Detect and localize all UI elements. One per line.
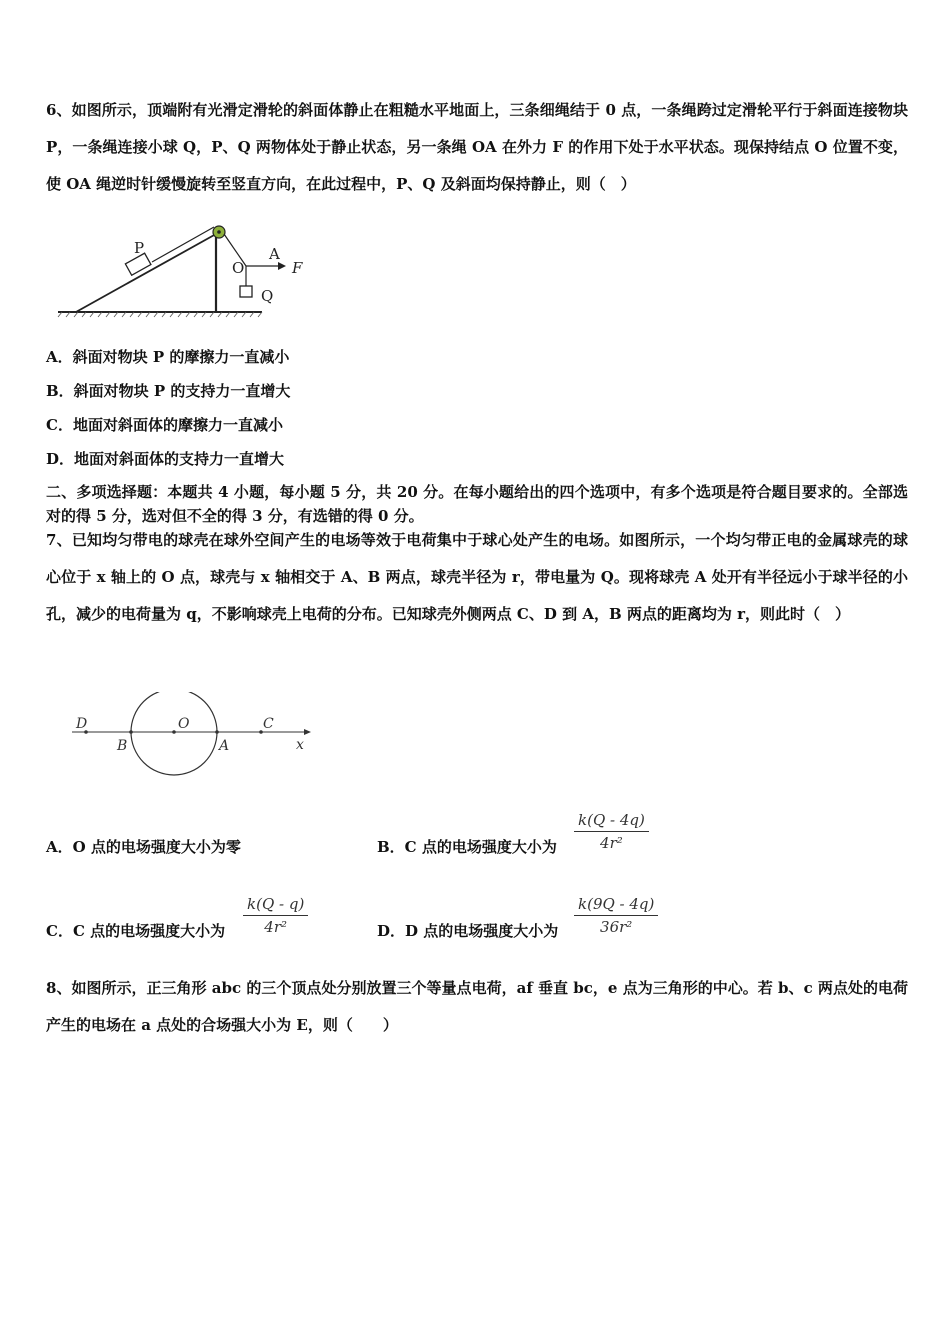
label-x: x xyxy=(296,737,304,753)
q7-option-d-fraction xyxy=(574,895,658,936)
q6-option-a: A．斜面对物块 P 的摩擦力一直减小 xyxy=(46,348,290,366)
rope-p xyxy=(152,227,214,262)
label-c: C xyxy=(263,716,274,732)
fraction-numerator: k(Q - q) xyxy=(243,895,308,916)
section-2-heading: 二、多项选择题：本题共 4 小题，每小题 5 分，共 20 分。在每小题给出的四个选项中，有多个选项是符合题目要求的。全部选对的得 5 分，选对但不全的得 3 分，有选错的得 0 分。 xyxy=(46,483,908,525)
q7-option-a: A．O 点的电场强度大小为零 xyxy=(46,838,241,856)
arrow-f-icon xyxy=(278,262,286,270)
label-f: F xyxy=(292,259,303,277)
q6-option-d: D．地面对斜面体的支持力一直增大 xyxy=(46,450,285,468)
label-a: A xyxy=(269,245,280,263)
q7-option-b-fraction xyxy=(574,811,649,852)
fraction-numerator: k(Q - 4q) xyxy=(574,811,649,832)
q7-option-c-fraction xyxy=(243,895,308,936)
point-b xyxy=(129,730,133,734)
label-p: P xyxy=(134,239,145,257)
ball-q xyxy=(240,286,252,297)
q6-option-b: B．斜面对物块 P 的支持力一直增大 xyxy=(46,382,291,400)
q7-option-c: C．C 点的电场强度大小为 xyxy=(46,922,226,940)
x-axis-arrow-icon xyxy=(304,729,311,735)
q6-stem: 6、如图所示，顶端附有光滑定滑轮的斜面体静止在粗糙水平地面上，三条细绳结于 0 点，一条绳跨过定滑轮平行于斜面连接物块 P，一条绳连接小球 Q，P、Q 两物体处于静止状态，另一条绳 OA 在外力 F 的作用下处于水平状态。现保持结点 O 位置不变，使 OA 绳逆时针缓慢旋转至竖直方向，在此过程中，P、Q 及斜面均保持静止，则（ ） xyxy=(46,101,908,193)
point-a xyxy=(215,730,219,734)
q6-option-c: C．地面对斜面体的摩擦力一直减小 xyxy=(46,416,283,434)
q8-stem: 8、如图所示，正三角形 abc 的三个顶点处分别放置三个等量点电荷，af 垂直 bc，e 点为三角形的中心。若 b、c 两点处的电荷产生的电场在 a 点处的合场强大小为 E，则（ ） xyxy=(46,979,908,1034)
fraction-denominator: 36r² xyxy=(600,918,633,936)
q7-option-b: B．C 点的电场强度大小为 xyxy=(377,838,557,856)
label-b: B xyxy=(117,738,128,754)
fraction-numerator: k(9Q - 4q) xyxy=(574,895,658,916)
q7-option-d: D．D 点的电场强度大小为 xyxy=(377,922,559,940)
label-o: O xyxy=(178,716,190,732)
label-o: O xyxy=(232,259,245,277)
incline-surface xyxy=(76,234,216,312)
fraction-denominator: 4r² xyxy=(600,834,623,852)
q7-sphere-figure xyxy=(68,692,318,782)
fraction-denominator: 4r² xyxy=(264,918,288,936)
label-q: Q xyxy=(261,287,274,305)
q7-stem: 7、已知均匀带电的球壳在球外空间产生的电场等效于电荷集中于球心处产生的电场。如图所示，一个均匀带正电的金属球壳的球心位于 x 轴上的 O 点，球壳与 x 轴相交于 A、B 两点，球壳半径为 r，带电量为 Q。现将球壳 A 处开有半径远小于球半径的小孔，减少的电荷量为 q，不影响球壳上电荷的分布。已知球壳外侧两点 C、D 到 A，B 两点的距离均为 r，则此时（ ） xyxy=(46,531,908,623)
label-d: D xyxy=(76,716,88,732)
q6-incline-figure xyxy=(56,222,316,322)
label-a: A xyxy=(219,738,230,754)
point-o xyxy=(172,730,176,734)
